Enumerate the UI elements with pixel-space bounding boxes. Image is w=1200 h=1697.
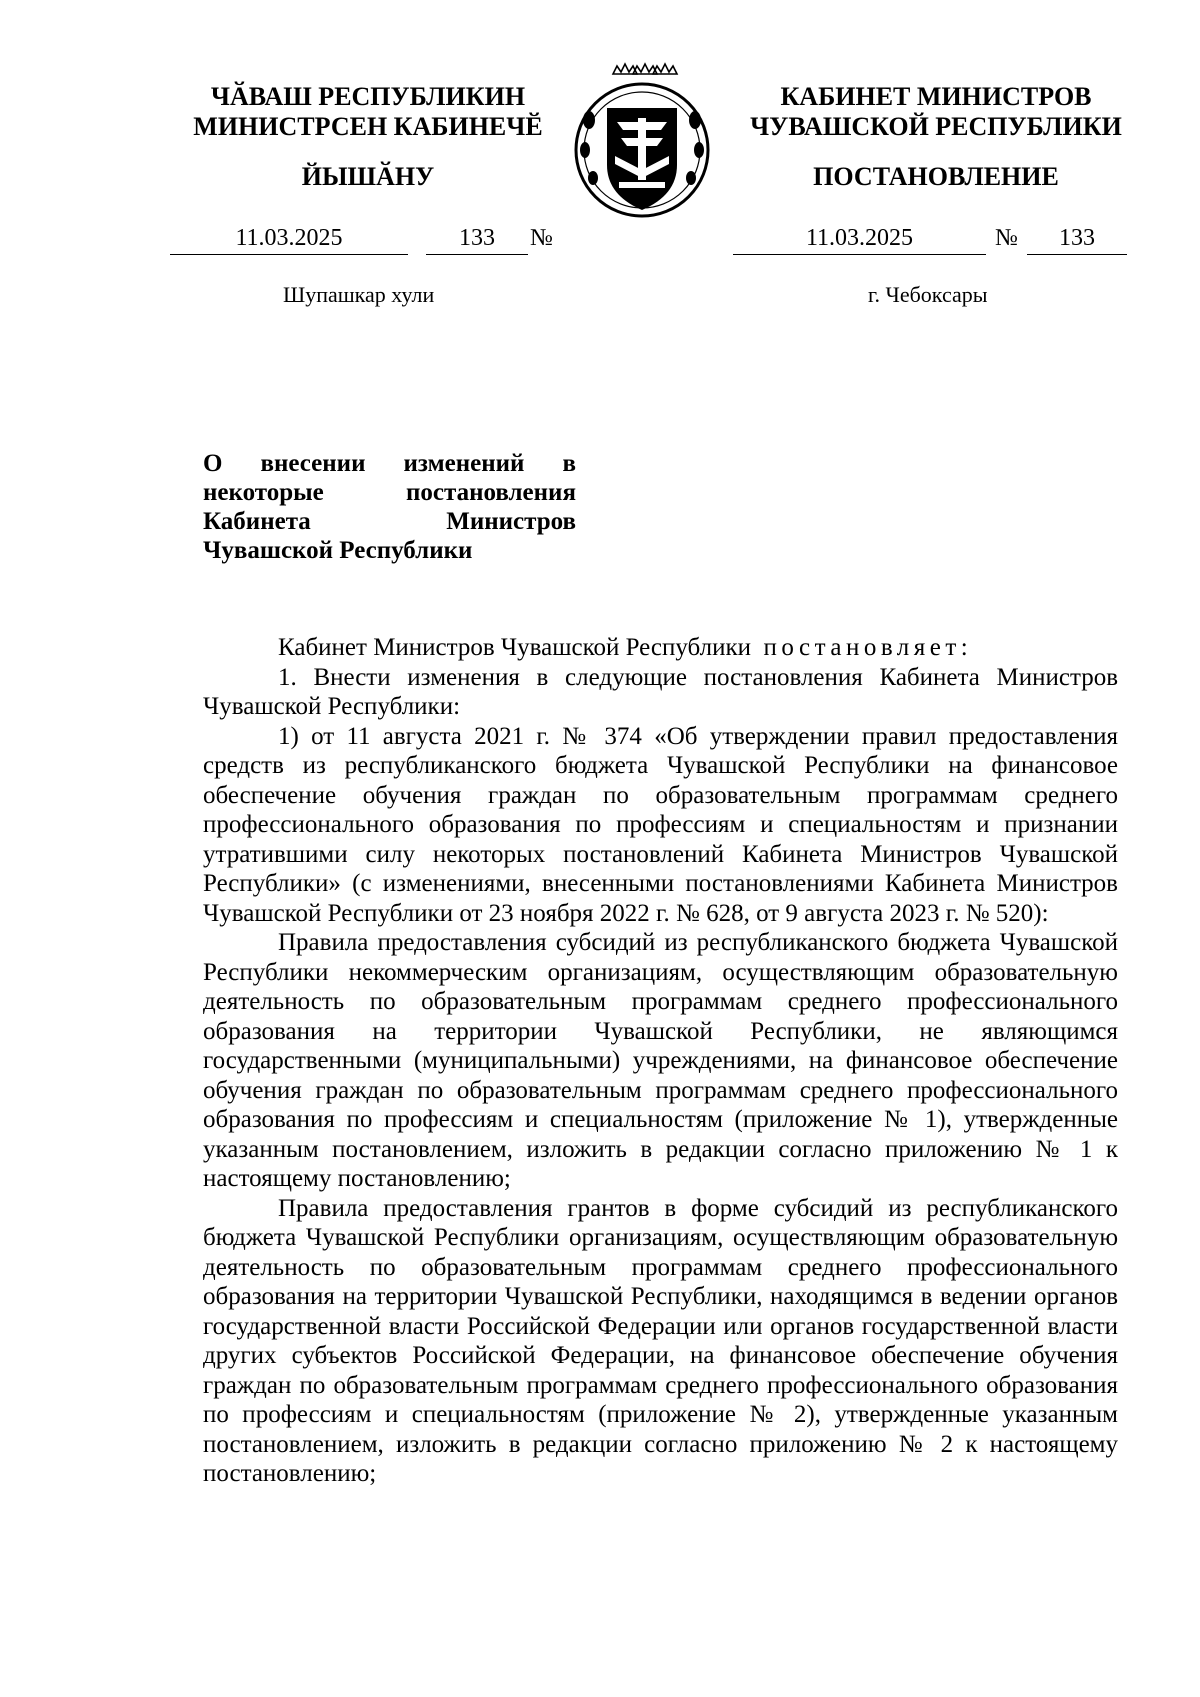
header-right-line2: ЧУВАШСКОЙ РЕСПУБЛИКИ [750,112,1122,141]
right-number: 133 [1027,224,1127,255]
intro-paragraph [203,633,1118,663]
header-left-line1: ЧӐВАШ РЕСПУБЛИКИН [210,82,526,111]
left-number: 133 [426,224,528,255]
left-city: Шупашкар хули [283,282,435,307]
right-date-line [733,224,1133,254]
document-body [203,633,1118,1489]
body-paragraph: 1. Внести изменения в следующие постановления Кабинета Министров Чувашской Республики: [203,663,1118,720]
intro-text: Кабинет Министров Чувашской Республики [278,634,752,661]
header-right-line1: КАБИНЕТ МИНИСТРОВ [780,82,1092,111]
body-paragraph: Правила предоставления субсидий из республиканского бюджета Чувашской Республики некоммерческим организациям, осуществляющим образовательную деятельность по образовательным программам среднего профессионального образования на территории Чувашской Республики, не являющимся государственными (муниципальными) учреждениями, на финансовое обеспечение обучения граждан по образовательным программам среднего профессионального образования по профессиям и специальностям (приложение № 1), утвержденные указанным постановлением, изложить в редакции согласно приложению № 1 к настоящему постановлению; [203,929,1118,1192]
header-right-title [726,82,1146,142]
header-left-doc-type: ЙЫШӐНУ [301,162,435,191]
body-paragraph: Правила предоставления грантов в форме субсидий из республиканского бюджета Чувашской Республики организациям, осуществляющим образовательную деятельность по образовательным программам среднего профессионального образования на территории Чувашской Республики, находящимся в ведении органов государственной власти Российской Федерации или органов государственной власти других субъектов Российской Федерации, на финансовое обеспечение обучения граждан по образовательным программам среднего профессионального образования по профессиям и специальностям (приложение № 2), утвержденные указанным постановлением, изложить в редакции согласно приложению № 2 к настоящему постановлению; [203,1194,1118,1487]
right-city: г. Чебоксары [868,282,988,307]
right-date: 11.03.2025 [733,224,986,255]
right-number-sign: № [995,225,1018,251]
chuvash-republic-emblem-icon [567,60,717,228]
document-subject: О внесении изменений в некоторые постановления Кабинета Министров Чувашской Республики [203,450,576,564]
header-left-title [178,82,558,142]
header-left-line2: МИНИСТРСЕН КАБИНЕЧӖ [193,112,543,141]
body-paragraph: 1) от 11 августа 2021 г. № 374 «Об утверждении правил предоставления средств из республиканского бюджета Чувашской Республики на финансовое обеспечение обучения граждан по образовательным программам среднего профессионального образования по профессиям и специальностям и признании утратившими силу некоторых постановлений Кабинета Министров Чувашской Республики» (с изменениями, внесенными постановлениями Кабинета Министров Чувашской Республики от 23 ноября 2022 г. № 628, от 9 августа 2023 г. № 520): [203,722,1118,927]
left-number-sign: № [530,225,553,251]
header-right-doc-type: ПОСТАНОВЛЕНИЕ [813,162,1059,191]
left-date: 11.03.2025 [170,224,408,255]
intro-verb: постановляет: [763,634,973,661]
left-date-line [170,224,570,254]
